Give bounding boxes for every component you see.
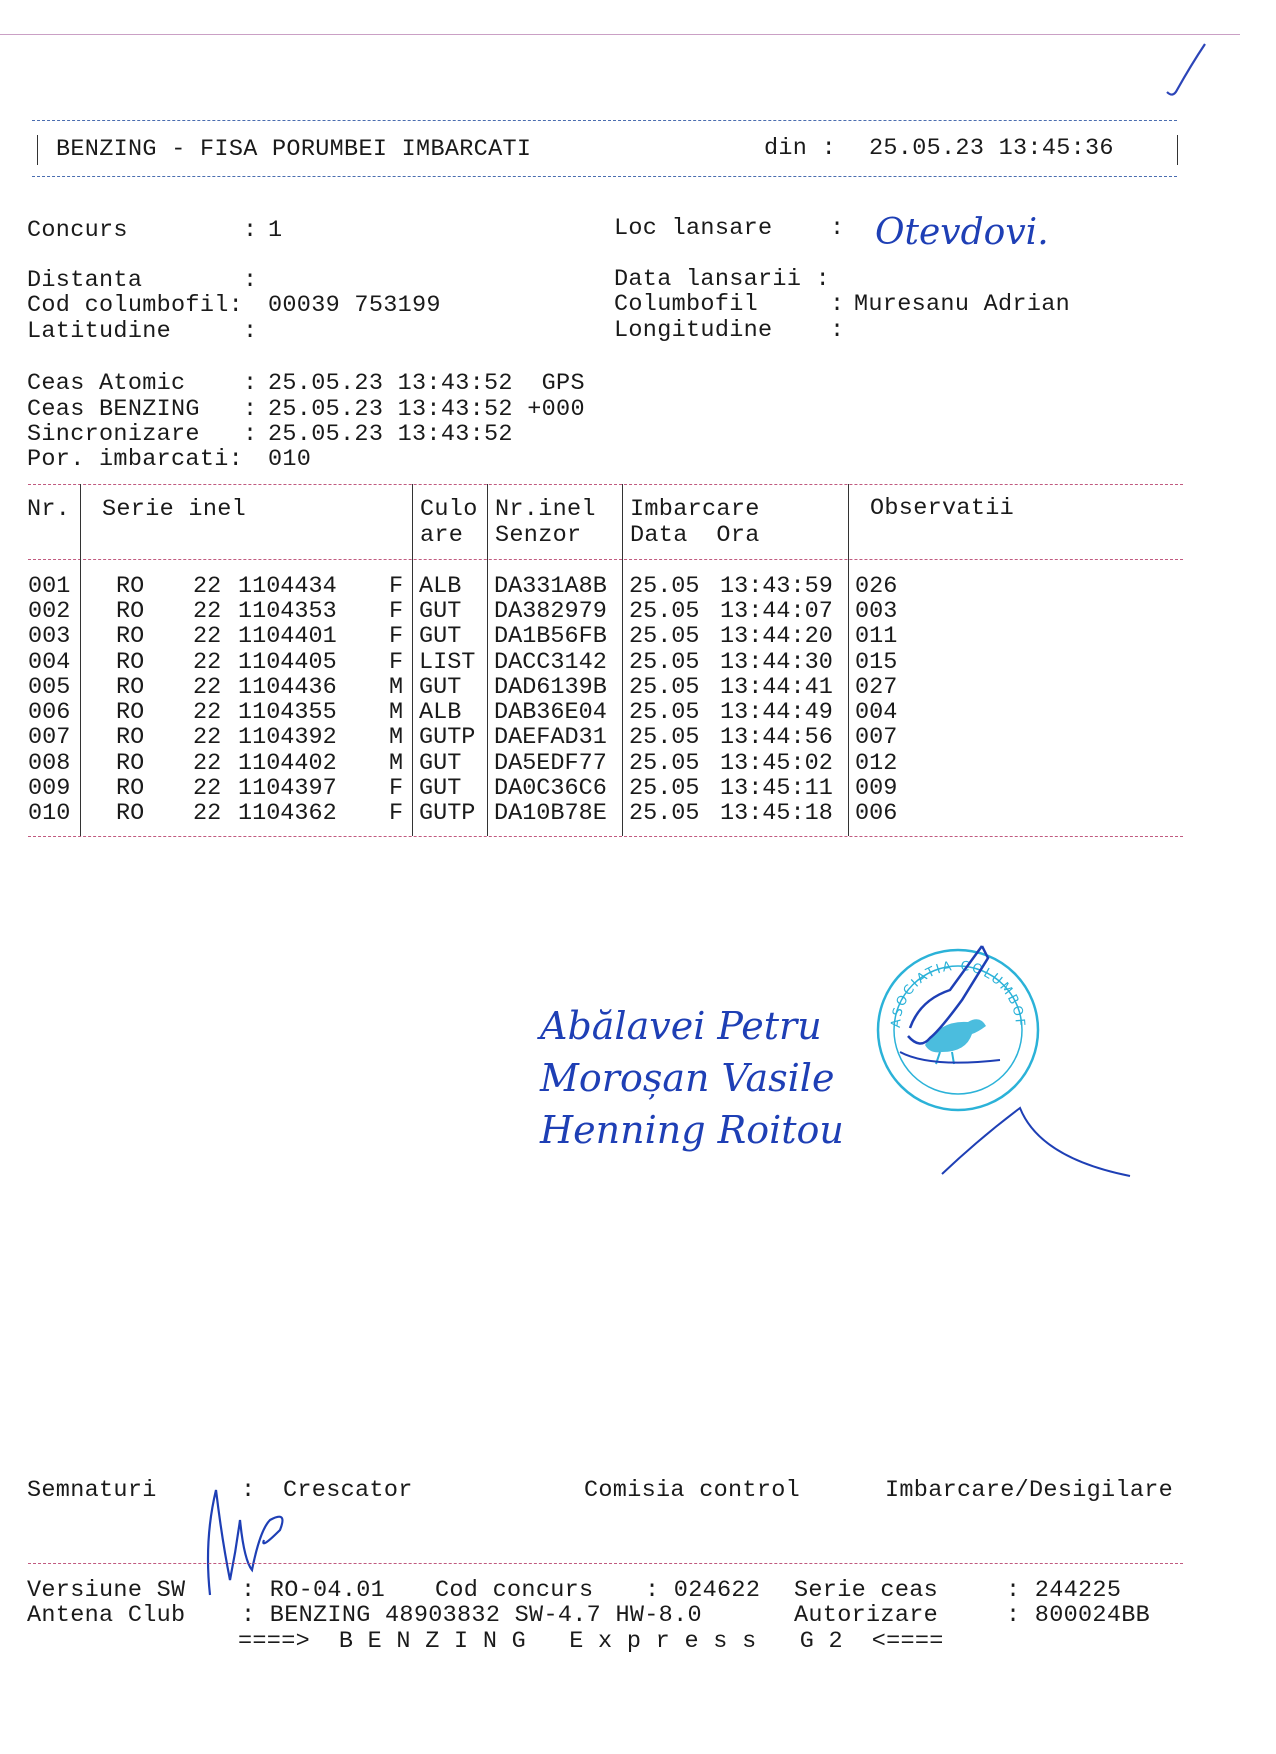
row-nr: 010 [28,800,71,827]
row-an: 22 [193,750,222,777]
concurs-value: 1 [268,217,283,244]
data-lansarii-label: Data lansarii : [614,266,831,293]
row-inel: 1104402 [238,750,337,777]
row-obs: 009 [855,775,898,802]
row-an: 22 [193,623,222,650]
row-tara: RO [116,750,145,777]
row-obs: 011 [855,623,898,650]
row-data: 25.05 [629,699,700,726]
row-inel: 1104355 [238,699,337,726]
table-top-border [28,484,1183,485]
columbofil-label: Columbofil : [614,291,845,318]
row-an: 22 [193,674,222,701]
header-left-border [37,135,38,165]
row-an: 22 [193,598,222,625]
sincronizare-label: Sincronizare : [27,421,258,448]
header-culoare-2: are [420,522,464,549]
row-tara: RO [116,598,145,625]
autorizare-value: : 800024BB [1006,1602,1151,1629]
row-an: 22 [193,800,222,827]
row-culoare: GUT [419,598,462,625]
handwritten-name-2: Moroșan Vasile [540,1056,835,1100]
check-mark-icon [1165,40,1215,100]
row-nr: 006 [28,699,71,726]
row-tara: RO [116,800,145,827]
row-inel: 1104362 [238,800,337,827]
crescator-label: Crescator [283,1477,413,1504]
versiune-sw-value: : RO-04.01 [241,1577,386,1604]
cod-columbofil-value: 00039 753199 [268,292,441,319]
ceas-benzing-value: 25.05.23 13:43:52 +000 [268,396,585,423]
row-ora: 13:45:18 [720,800,833,827]
row-culoare: LIST [419,649,476,676]
row-data: 25.05 [629,598,700,625]
antena-club-label: Antena Club [27,1602,186,1629]
col-sep-4 [622,484,623,836]
row-ora: 13:44:56 [720,724,833,751]
distanta-label: Distanta : [27,267,258,294]
imbarcare-desigilare-label: Imbarcare/Desigilare [885,1477,1174,1504]
concurs-label: Concurs : [27,217,258,244]
cod-concurs-value: : 024622 [645,1577,761,1604]
ceas-atomic-value: 25.05.23 13:43:52 GPS [268,370,585,397]
serie-ceas-value: : 244225 [1006,1577,1122,1604]
row-nr: 005 [28,674,71,701]
row-senzor: DAEFAD31 [494,724,607,751]
por-imbarcati-value: 010 [268,446,312,473]
row-sex: M [389,699,404,726]
row-ora: 13:44:49 [720,699,833,726]
row-nr: 002 [28,598,71,625]
row-data: 25.05 [629,775,700,802]
row-sex: F [389,623,404,650]
row-inel: 1104392 [238,724,337,751]
row-tara: RO [116,649,145,676]
din-value: 25.05.23 13:45:36 [869,135,1114,162]
row-ora: 13:44:41 [720,674,833,701]
row-ora: 13:44:30 [720,649,833,676]
row-an: 22 [193,724,222,751]
header-nr-inel-2: Senzor [495,522,582,549]
row-inel: 1104434 [238,573,337,600]
row-senzor: DACC3142 [494,649,607,676]
row-obs: 012 [855,750,898,777]
header-top-border [32,120,1177,121]
row-sex: F [389,649,404,676]
din-label: din : [764,135,837,162]
row-data: 25.05 [629,674,700,701]
row-ora: 13:45:02 [720,750,833,777]
row-obs: 007 [855,724,898,751]
semnaturi-colon: : [241,1477,256,1504]
row-senzor: DAD6139B [494,674,607,701]
row-sex: F [389,775,404,802]
ceas-benzing-label: Ceas BENZING : [27,396,258,423]
header-imbarcare-2: Data Ora [630,522,760,549]
row-data: 25.05 [629,800,700,827]
row-sex: M [389,724,404,751]
row-senzor: DA10B78E [494,800,607,827]
header-bottom-border [32,176,1177,177]
row-obs: 004 [855,699,898,726]
serie-ceas-label: Serie ceas [794,1577,939,1604]
row-data: 25.05 [629,623,700,650]
handwritten-name-1: Abălavei Petru [540,1004,822,1048]
signature-stroke [940,1108,1140,1188]
row-data: 25.05 [629,649,700,676]
row-an: 22 [193,573,222,600]
row-nr: 001 [28,573,71,600]
row-obs: 026 [855,573,898,600]
cod-columbofil-label: Cod columbofil: [27,292,244,319]
col-sep-1 [80,484,81,836]
row-data: 25.05 [629,724,700,751]
row-senzor: DAB36E04 [494,699,607,726]
columbofil-value: Muresanu Adrian [854,291,1071,318]
col-sep-5 [848,484,849,836]
row-obs: 003 [855,598,898,625]
table-header-border [28,559,1183,560]
col-sep-3 [487,484,488,836]
row-nr: 007 [28,724,71,751]
row-culoare: GUT [419,750,462,777]
comisia-control-label: Comisia control [584,1477,801,1504]
versiune-sw-label: Versiune SW [27,1577,186,1604]
header-right-border [1177,135,1178,165]
row-obs: 027 [855,674,898,701]
col-sep-2 [412,484,413,836]
row-inel: 1104405 [238,649,337,676]
row-inel: 1104436 [238,674,337,701]
row-nr: 008 [28,750,71,777]
table-bottom-border [28,836,1183,837]
row-obs: 015 [855,649,898,676]
row-sex: F [389,598,404,625]
header-serie-inel: Serie inel [102,496,247,523]
row-senzor: DA331A8B [494,573,607,600]
row-ora: 13:44:07 [720,598,833,625]
header-nr-inel-1: Nr.inel [495,496,596,523]
row-inel: 1104401 [238,623,337,650]
handwritten-name-3: Henning Roitou [540,1108,844,1152]
sincronizare-value: 25.05.23 13:43:52 [268,421,513,448]
ceas-atomic-label: Ceas Atomic : [27,370,258,397]
row-an: 22 [193,649,222,676]
row-nr: 004 [28,649,71,676]
row-obs: 006 [855,800,898,827]
row-senzor: DA5EDF77 [494,750,607,777]
longitudine-label: Longitudine : [614,317,845,344]
row-sex: F [389,800,404,827]
row-culoare: GUTP [419,800,476,827]
por-imbarcati-label: Por. imbarcati: [27,446,244,473]
row-tara: RO [116,724,145,751]
row-an: 22 [193,699,222,726]
row-inel: 1104397 [238,775,337,802]
loc-lansare-handwritten: Otevdovi. [875,212,1049,253]
row-an: 22 [193,775,222,802]
club-stamp-icon [864,929,1050,1120]
handwritten-names [540,1000,844,1156]
row-culoare: GUTP [419,724,476,751]
row-senzor: DA1B56FB [494,623,607,650]
header-nr: Nr. [27,496,71,523]
stamp-text: ASOCIATIA COLUMBOFILA [864,929,1028,1029]
antena-club-value: : BENZING 48903832 SW-4.7 HW-8.0 [241,1602,702,1629]
row-ora: 13:44:20 [720,623,833,650]
row-ora: 13:43:59 [720,573,833,600]
row-culoare: GUT [419,674,462,701]
row-inel: 1104353 [238,598,337,625]
row-culoare: GUT [419,775,462,802]
header-imbarcare-1: Imbarcare [630,496,760,523]
header-observatii: Observatii [870,495,1015,522]
loc-lansare-label: Loc lansare : [614,215,845,242]
brand-line: ====> B E N Z I N G E x p r e s s G 2 <==== [238,1628,944,1655]
row-culoare: ALB [419,573,462,600]
row-data: 25.05 [629,750,700,777]
row-data: 25.05 [629,573,700,600]
row-ora: 13:45:11 [720,775,833,802]
document-title: BENZING - FISA PORUMBEI IMBARCATI [56,136,532,163]
row-sex: F [389,573,404,600]
row-senzor: DA382979 [494,598,607,625]
row-sex: M [389,674,404,701]
row-tara: RO [116,699,145,726]
top-edge-line [0,34,1240,35]
semnaturi-label: Semnaturi [27,1477,157,1504]
row-nr: 003 [28,623,71,650]
row-tara: RO [116,573,145,600]
row-culoare: ALB [419,699,462,726]
autorizare-label: Autorizare [794,1602,939,1629]
row-tara: RO [116,623,145,650]
row-nr: 009 [28,775,71,802]
row-sex: M [389,750,404,777]
footer-separator [28,1563,1183,1564]
row-culoare: GUT [419,623,462,650]
row-senzor: DA0C36C6 [494,775,607,802]
row-tara: RO [116,674,145,701]
row-tara: RO [116,775,145,802]
header-culoare-1: Culo [420,496,478,523]
svg-text:ASOCIATIA COLUMBOFILA [865,929,1028,1029]
cod-concurs-label: Cod concurs [435,1577,594,1604]
latitudine-label: Latitudine : [27,318,258,345]
